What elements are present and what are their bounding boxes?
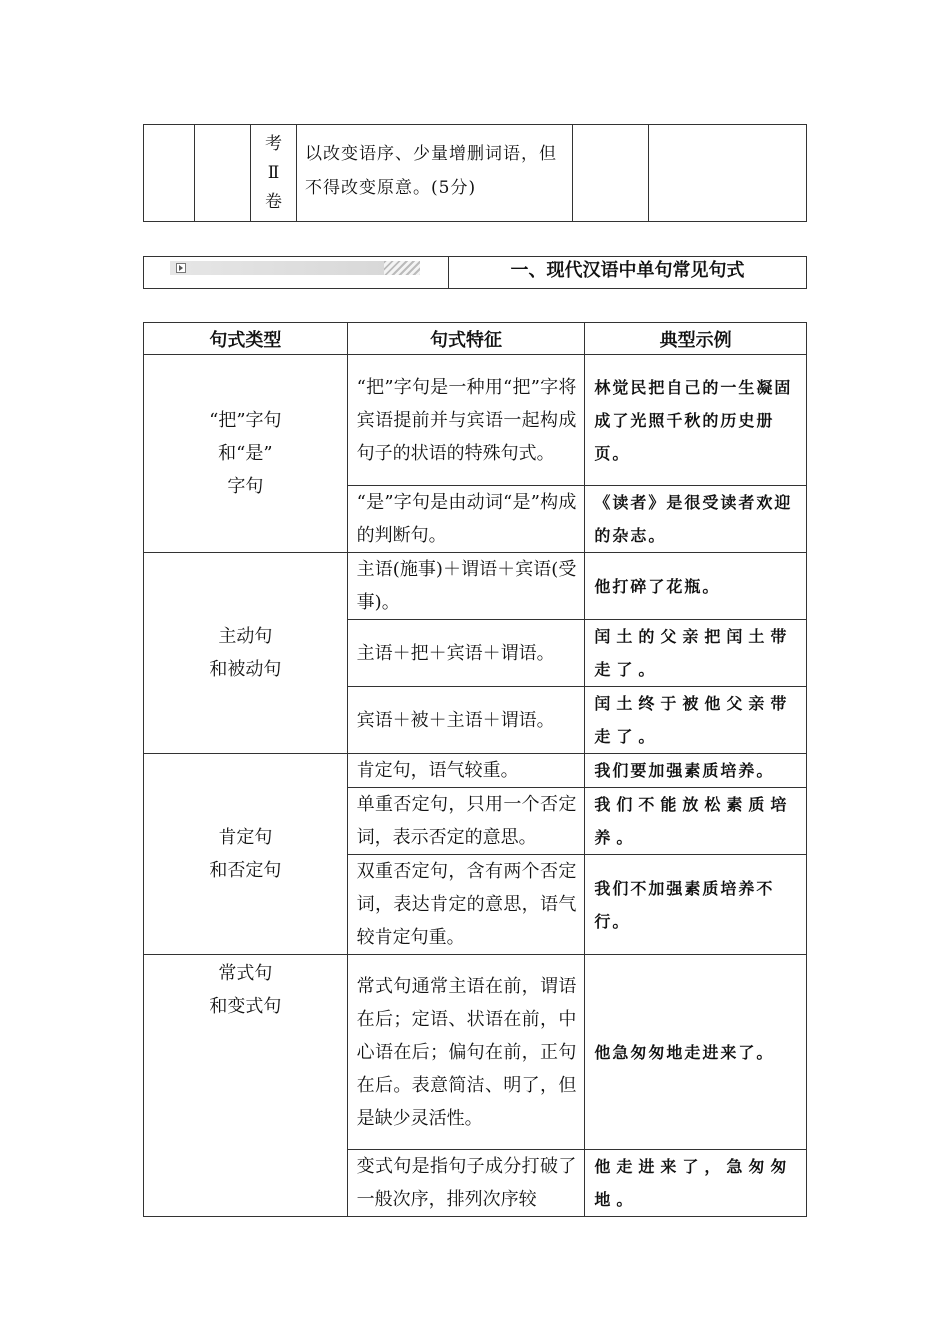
requirement-cell: 以改变语序、少量增删词语，但不得改变原意。(5分): [297, 125, 573, 222]
example-cell: 闰土终于被他父亲带走了。: [585, 687, 807, 754]
example-cell: 我们不能放松素质培养。: [585, 788, 807, 855]
empty-cell: [649, 125, 807, 222]
table-row: [144, 955, 807, 1150]
feature-cell: 双重否定句，含有两个否定词，表达肯定的意思，语气较肯定句重。: [347, 855, 585, 955]
example-cell: 我们不加强素质培养不行。: [585, 855, 807, 955]
example-cell: 我们要加强素质培养。: [585, 754, 807, 788]
sentence-pattern-table: [143, 322, 807, 1217]
paper-label-char: Ⅱ: [267, 162, 280, 183]
column-header: 典型示例: [585, 323, 807, 355]
example-cell: 他走进来了，急匆匆地。: [585, 1150, 807, 1217]
category-line: 和被动句: [209, 659, 282, 680]
feature-cell: 变式句是指句子成分打破了一般次序，排列次序较: [347, 1150, 585, 1217]
paper-label-char: 考: [265, 133, 282, 154]
section-decoration: [144, 257, 449, 288]
feature-cell: “把”字句是一种用“把”字将宾语提前并与宾语一起构成句子的状语的特殊句式。: [347, 355, 585, 486]
section-header: [143, 256, 807, 289]
paper-label-char: 卷: [265, 191, 282, 212]
category-line: “把”字句: [209, 410, 282, 431]
feature-cell: 宾语＋被＋主语＋谓语。: [347, 687, 585, 754]
category-line: 和变式句: [209, 996, 282, 1017]
exam-requirement-table: [143, 124, 807, 222]
feature-cell: 常式句通常主语在前，谓语在后；定语、状语在前，中心语在后；偏句在前，正句在后。表意简洁、明了，但是缺少灵活性。: [347, 955, 585, 1150]
table-row: [144, 355, 807, 486]
category-cell: [144, 355, 348, 553]
example-cell: 《读者》是很受读者欢迎的杂志。: [585, 486, 807, 553]
category-line: 常式句: [218, 963, 273, 984]
example-cell: 林觉民把自己的一生凝固成了光照千秋的历史册页。: [585, 355, 807, 486]
category-cell: [144, 754, 348, 955]
table-row: [144, 125, 807, 222]
category-line: 主动句: [218, 626, 273, 647]
category-line: 字句: [227, 476, 264, 497]
play-icon: [176, 263, 186, 273]
empty-cell: [144, 125, 195, 222]
table-row: [144, 754, 807, 788]
example-cell: 他打碎了花瓶。: [585, 553, 807, 620]
feature-cell: 肯定句，语气较重。: [347, 754, 585, 788]
feature-cell: 主语(施事)＋谓语＋宾语(受事)。: [347, 553, 585, 620]
feature-cell: 主语＋把＋宾语＋谓语。: [347, 620, 585, 687]
category-cell: [144, 955, 348, 1217]
feature-cell: 单重否定句，只用一个否定词，表示否定的意思。: [347, 788, 585, 855]
category-line: 和“是”: [218, 443, 273, 464]
decoration-bar: [170, 261, 420, 275]
empty-cell: [195, 125, 251, 222]
category-cell: [144, 553, 348, 754]
empty-cell: [573, 125, 649, 222]
feature-cell: “是”字句是由动词“是”构成的判断句。: [347, 486, 585, 553]
column-header: 句式类型: [144, 323, 348, 355]
table-row: [144, 553, 807, 620]
example-cell: 他急匆匆地走进来了。: [585, 955, 807, 1150]
category-line: 和否定句: [209, 860, 282, 881]
column-header: 句式特征: [347, 323, 585, 355]
header-row: [144, 323, 807, 355]
paper-label-cell: [251, 125, 297, 222]
example-cell: 闰土的父亲把闰土带走了。: [585, 620, 807, 687]
section-title: 一、现代汉语中单句常见句式: [510, 260, 745, 281]
category-line: 肯定句: [218, 827, 273, 848]
